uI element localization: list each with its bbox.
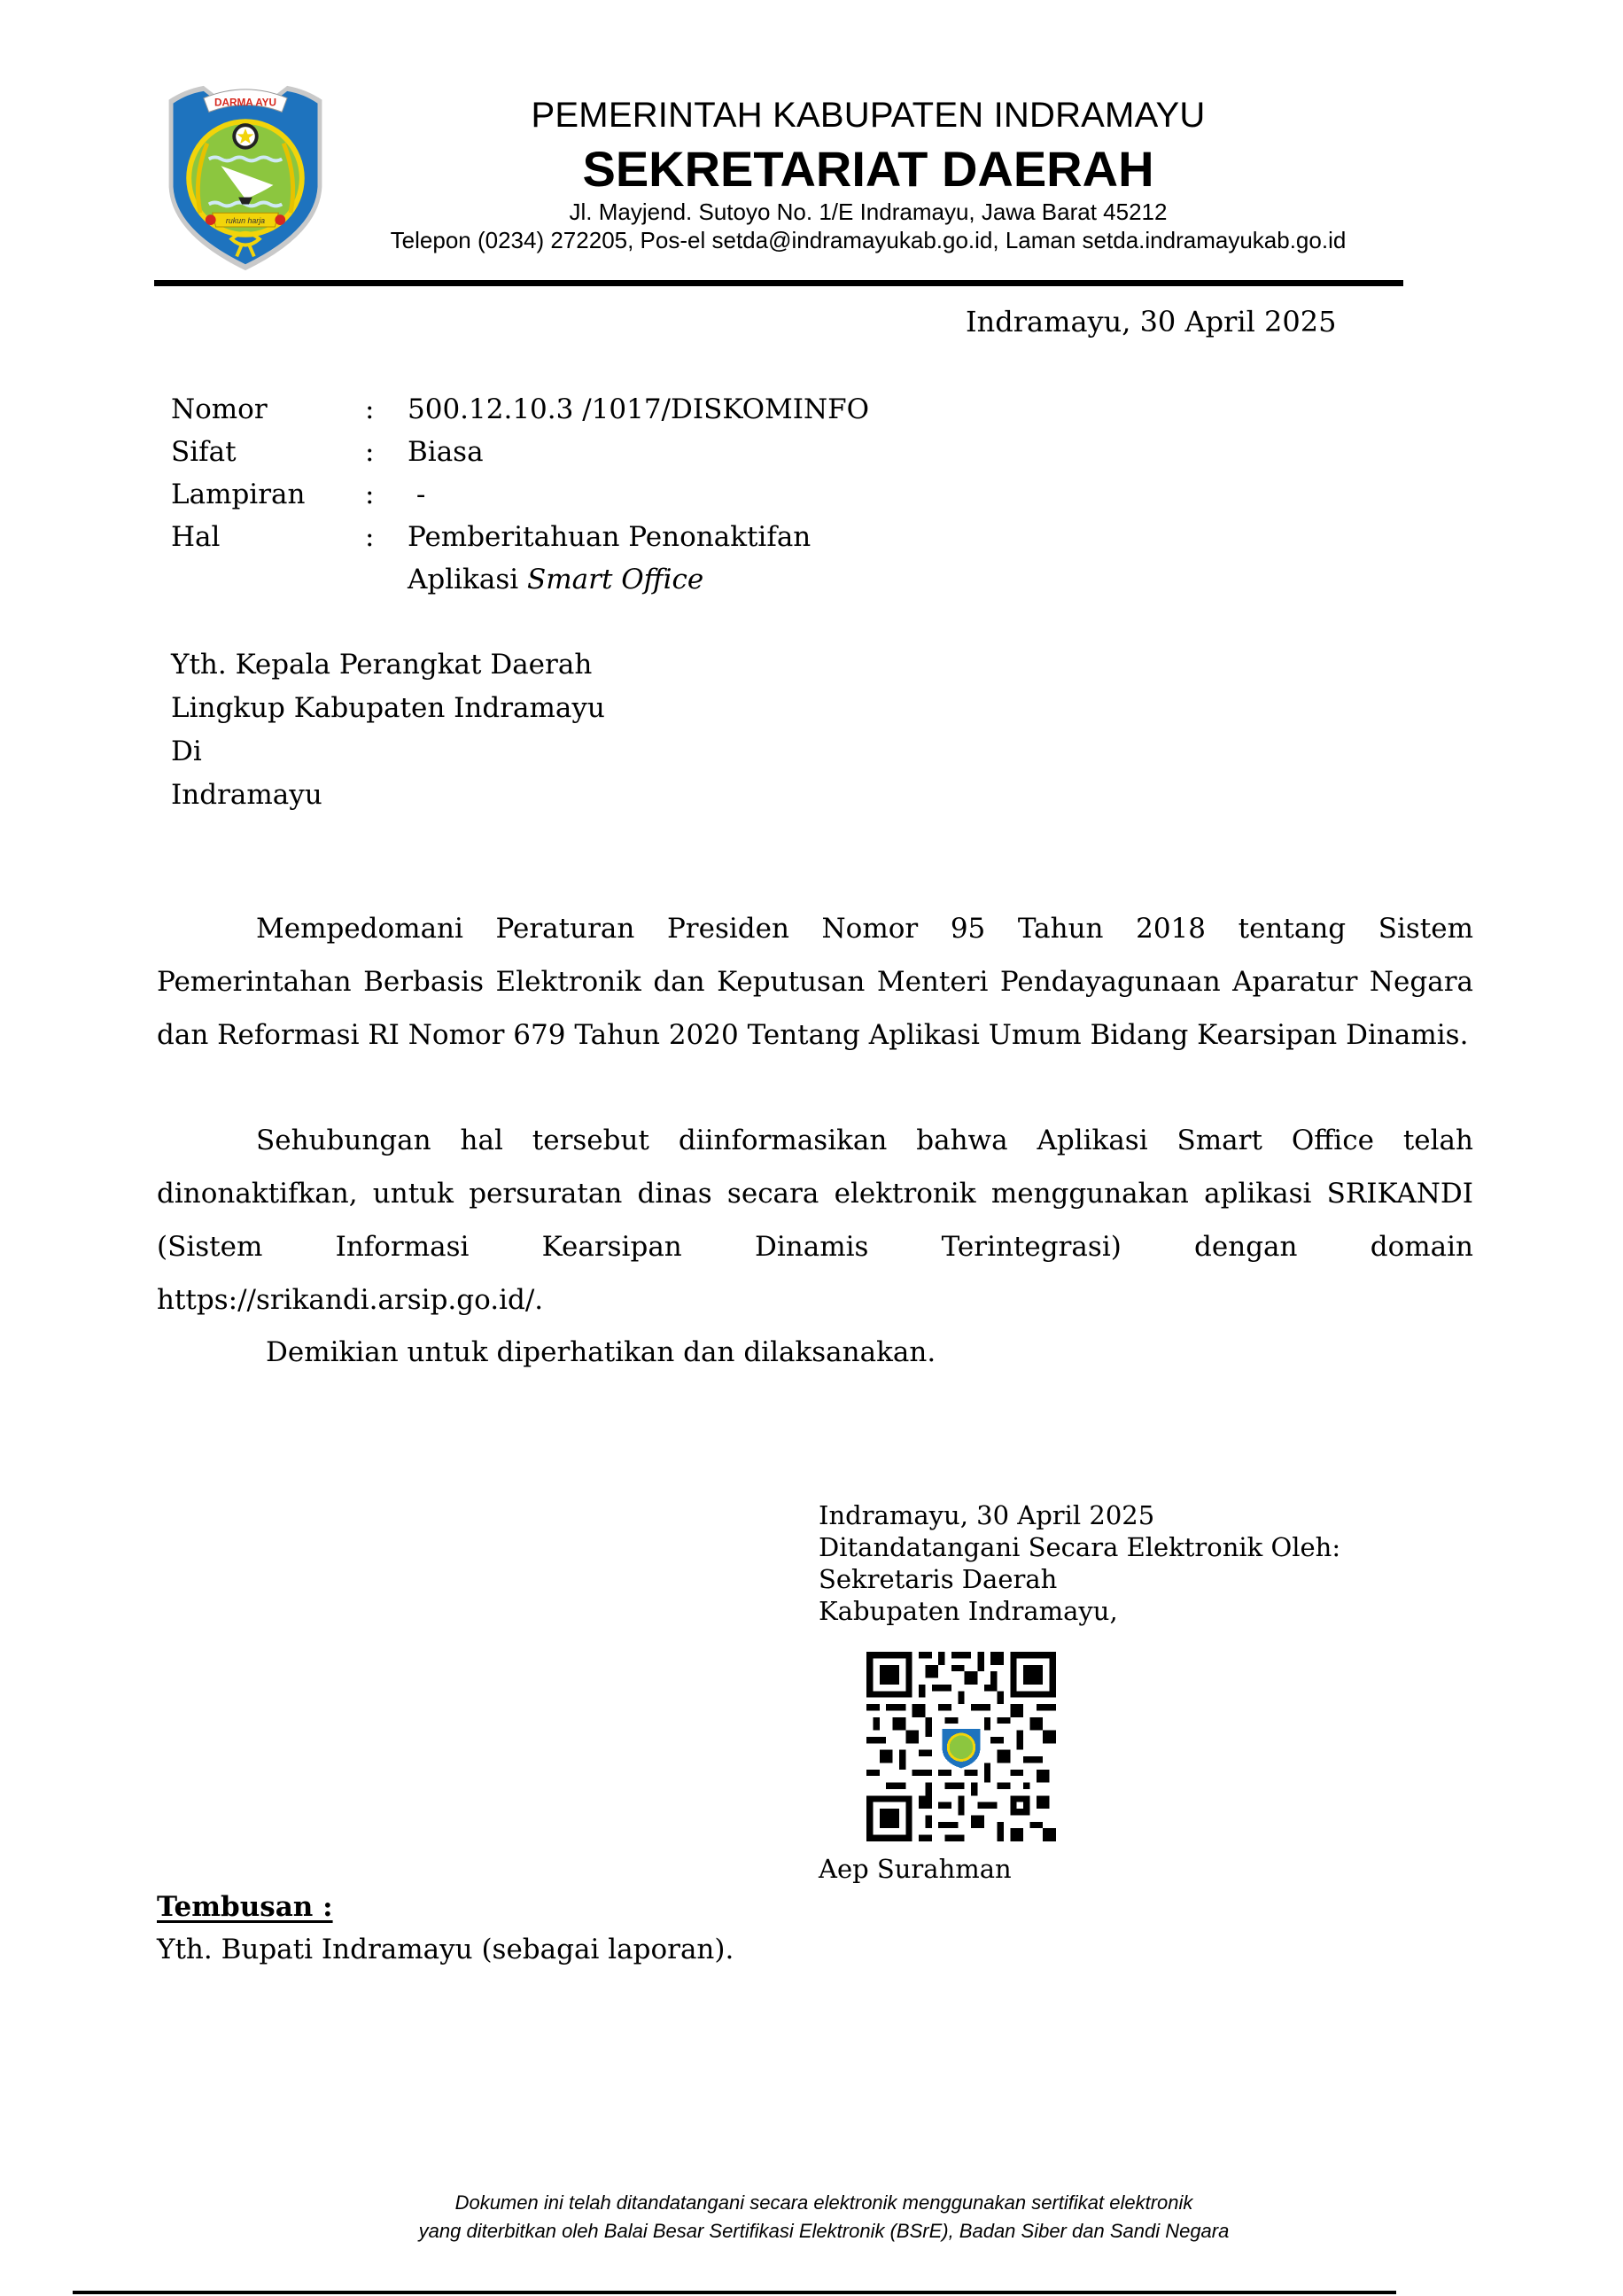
signature-signed-by: Ditandatangani Secara Elektronik Oleh: (819, 1532, 1341, 1562)
closing-paragraph: Demikian untuk diperhatikan dan dilaksanakan. (266, 1336, 936, 1368)
meta-label: Nomor (171, 393, 268, 425)
regency-logo (158, 82, 333, 274)
letterhead-office: SEKRETARIAT DAERAH (582, 141, 1154, 197)
cc-item: Yth. Bupati Indramayu (sebagai laporan). (157, 1934, 734, 1965)
meta-label: Sifat (171, 436, 237, 468)
meta-value: Pemberitahuan Penonaktifan (408, 521, 812, 553)
qr-code-icon (866, 1652, 1056, 1841)
meta-label: Hal (171, 521, 221, 553)
letterhead-address: Jl. Mayjend. Sutoyo No. 1/E Indramayu, Jawa Barat 45212 (569, 198, 1168, 225)
letterhead-contact: Telepon (0234) 272205, Pos-el setda@indramayukab.go.id, Laman setda.indramayukab.go.id (390, 227, 1347, 253)
subject-prefix: Aplikasi (408, 564, 528, 595)
recipient-line: Yth. Kepala Perangkat Daerah (171, 649, 593, 681)
body-paragraph-2 (157, 1114, 1473, 1327)
meta-value: - (408, 479, 426, 510)
coat-of-arms-icon (158, 82, 333, 274)
letterhead-government: PEMERINTAH KABUPATEN INDRAMAYU (531, 96, 1206, 135)
meta-value: Biasa (408, 436, 484, 468)
footer-divider (73, 2291, 1396, 2294)
meta-colon: : (365, 479, 375, 510)
svg-text:DARMA AYU: DARMA AYU (214, 97, 276, 109)
e-signature-disclaimer (266, 2189, 1382, 2245)
recipient-block (171, 643, 605, 817)
body-paragraph-text: Mempedomani Peraturan Presiden Nomor 95 Tahun 2018 tentang Sistem Pemerintahan Berbasis Elektronik dan Keputusan Menteri Pendayagunaan Aparatur Negara dan Reformasi RI Nomor 679 Tahun 2020 Tentang Aplikasi Umum Bidang Kearsipan Dinamis. (157, 913, 1473, 1051)
meta-colon: : (365, 393, 375, 425)
meta-value: 500.12.10.3 /1017/DISKOMINFO (408, 393, 870, 425)
meta-colon: : (365, 436, 375, 468)
recipient-line: Lingkup Kabupaten Indramayu (171, 692, 605, 724)
disclaimer-line: yang diterbitkan oleh Balai Besar Sertifikasi Elektronik (BSrE), Badan Siber dan Sandi Negara (418, 2220, 1230, 2242)
body-paragraph-text: Sehubungan hal tersebut diinformasikan bahwa Aplikasi Smart Office telah dinonaktifkan, untuk persuratan dinas secara elektronik menggunakan aplikasi SRIKANDI (Sistem Informasi Kearsipan Dinamis Terintegrasi) dengan domain https://srikandi.arsip.go.id/. (157, 1125, 1473, 1316)
meta-value-line2 (408, 558, 703, 601)
subject-app-name: Smart Office (527, 564, 704, 595)
body-paragraph-1 (157, 902, 1473, 1062)
recipient-line: Di (171, 735, 202, 767)
recipient-line: Indramayu (171, 779, 322, 811)
disclaimer-line: Dokumen ini telah ditandatangani secara elektronik menggunakan sertifikat elektronik (454, 2191, 1193, 2214)
signature-position: Sekretaris Daerah (819, 1564, 1058, 1594)
cc-title: Tembusan : (157, 1891, 333, 1923)
meta-colon: : (365, 521, 375, 553)
signatory-name: Aep Surahman (819, 1854, 1012, 1884)
qr-code-signature (866, 1652, 1056, 1841)
signature-block (819, 1499, 1340, 1627)
letter-date: Indramayu, 30 April 2025 (966, 305, 1337, 339)
letterhead-divider (154, 280, 1403, 286)
svg-text:rukun harja: rukun harja (225, 216, 266, 226)
signature-institution: Kabupaten Indramayu, (819, 1596, 1118, 1626)
signature-date: Indramayu, 30 April 2025 (819, 1500, 1155, 1530)
meta-label: Lampiran (171, 479, 306, 510)
